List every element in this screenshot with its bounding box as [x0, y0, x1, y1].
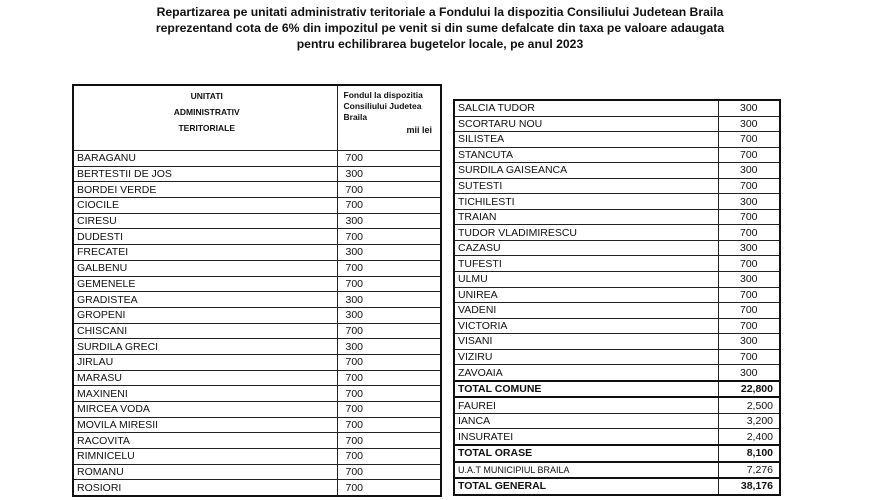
table-row — [454, 178, 780, 194]
fund-value: 700 — [337, 151, 441, 167]
fund-value: 3,200 — [718, 413, 780, 429]
header-fund-line-3: Braila — [343, 112, 368, 122]
fund-value: 700 — [718, 209, 780, 225]
table-row — [73, 151, 441, 167]
table-row — [454, 163, 780, 179]
table-row — [454, 147, 780, 163]
fund-value: 700 — [337, 229, 441, 245]
table-row — [454, 365, 780, 381]
table-row — [454, 429, 780, 445]
uat-name: SALCIA TUDOR — [454, 100, 718, 116]
fund-value: 700 — [337, 464, 441, 480]
fund-value: 300 — [718, 334, 780, 350]
fund-value: 700 — [337, 480, 441, 496]
uat-name: ROSIORI — [73, 480, 337, 496]
fund-value: 2,500 — [718, 397, 780, 413]
uat-name: SUTESTI — [454, 178, 718, 194]
table-row — [454, 132, 780, 148]
table-row — [454, 194, 780, 210]
table-row — [454, 303, 780, 319]
fund-value: 700 — [718, 349, 780, 365]
left-allocation-table — [72, 84, 442, 497]
table-row — [73, 198, 441, 214]
fund-value: 700 — [337, 449, 441, 465]
fund-value: 300 — [718, 163, 780, 179]
uat-name: TOTAL COMUNE — [454, 381, 718, 398]
fund-value: 300 — [718, 240, 780, 256]
fund-value: 2,400 — [718, 429, 780, 445]
uat-name: FRECATEI — [73, 245, 337, 261]
uat-name: CHISCANI — [73, 323, 337, 339]
fund-value: 700 — [337, 417, 441, 433]
table-row — [73, 417, 441, 433]
uat-name: STANCUTA — [454, 147, 718, 163]
fund-value: 700 — [337, 402, 441, 418]
table-row — [73, 213, 441, 229]
fund-value: 300 — [718, 116, 780, 132]
uat-name: TOTAL ORASE — [454, 445, 718, 462]
fund-value: 700 — [337, 323, 441, 339]
uat-name: SURDILA GRECI — [73, 339, 337, 355]
uat-name: ZAVOAIA — [454, 365, 718, 381]
uat-name: UNIREA — [454, 287, 718, 303]
fund-value: 300 — [718, 194, 780, 210]
header-fund — [337, 85, 441, 151]
uat-name: BARAGANU — [73, 151, 337, 167]
uat-name: VADENI — [454, 303, 718, 319]
uat-name: BERTESTII DE JOS — [73, 166, 337, 182]
table-row — [73, 323, 441, 339]
fund-value: 300 — [337, 166, 441, 182]
table-row — [454, 462, 780, 479]
table-row — [73, 480, 441, 496]
uat-name: GALBENU — [73, 260, 337, 276]
table-row — [454, 349, 780, 365]
uat-name: IANCA — [454, 413, 718, 429]
fund-value: 700 — [337, 370, 441, 386]
uat-name: ULMU — [454, 272, 718, 288]
table-row — [73, 402, 441, 418]
header-fund-line-2: Consiliului Judetea — [343, 101, 422, 111]
table-row — [73, 433, 441, 449]
table-row — [73, 260, 441, 276]
table-row — [73, 370, 441, 386]
uat-name: DUDESTI — [73, 229, 337, 245]
table-row — [454, 318, 780, 334]
table-row — [73, 245, 441, 261]
table-row — [73, 449, 441, 465]
table-row — [454, 209, 780, 225]
uat-name: CIRESU — [73, 213, 337, 229]
fund-value: 8,100 — [718, 445, 780, 462]
table-row — [73, 292, 441, 308]
table-row — [454, 334, 780, 350]
fund-value: 700 — [718, 303, 780, 319]
fund-value: 38,176 — [718, 478, 780, 495]
header-uat-line-1: UNITATI — [190, 91, 223, 101]
title-line-3: pentru echilibrarea bugetelor locale, pe anul 2023 — [296, 37, 584, 51]
table-row — [73, 229, 441, 245]
header-fund-unit: mii lei — [406, 125, 432, 135]
fund-value: 300 — [718, 100, 780, 116]
uat-name: MAXINENI — [73, 386, 337, 402]
table-header-row — [73, 85, 441, 151]
uat-name: INSURATEI — [454, 429, 718, 445]
uat-name: RIMNICELU — [73, 449, 337, 465]
document-title — [80, 4, 800, 52]
uat-name: U.A.T MUNICIPIUL BRAILA — [454, 462, 718, 479]
uat-name: TRAIAN — [454, 209, 718, 225]
uat-name: SURDILA GAISEANCA — [454, 163, 718, 179]
fund-value: 700 — [337, 276, 441, 292]
fund-value: 700 — [337, 260, 441, 276]
header-uat — [73, 85, 337, 151]
fund-value: 700 — [337, 198, 441, 214]
fund-value: 700 — [718, 178, 780, 194]
table-row — [73, 339, 441, 355]
uat-name: ROMANU — [73, 464, 337, 480]
uat-name: FAUREI — [454, 397, 718, 413]
table-row — [73, 166, 441, 182]
table-row — [73, 276, 441, 292]
table-row — [454, 445, 780, 462]
fund-value: 700 — [337, 433, 441, 449]
fund-value: 700 — [337, 386, 441, 402]
header-uat-line-2: ADMINISTRATIV — [173, 107, 240, 117]
table-row — [454, 397, 780, 413]
fund-value: 300 — [337, 307, 441, 323]
fund-value: 700 — [718, 147, 780, 163]
fund-value: 300 — [337, 213, 441, 229]
fund-value: 7,276 — [718, 462, 780, 479]
header-uat-line-3: TERITORIALE — [178, 123, 235, 133]
table-row — [454, 256, 780, 272]
table-row — [454, 413, 780, 429]
fund-value: 300 — [337, 245, 441, 261]
uat-name: VIZIRU — [454, 349, 718, 365]
uat-name: GEMENELE — [73, 276, 337, 292]
fund-value: 300 — [337, 292, 441, 308]
table-row — [454, 287, 780, 303]
fund-value: 700 — [718, 132, 780, 148]
table-row — [73, 354, 441, 370]
uat-name: BORDEI VERDE — [73, 182, 337, 198]
fund-value: 700 — [337, 182, 441, 198]
title-line-1: Repartizarea pe unitati administrativ teritoriale a Fondului la dispozitia Consiliului Judetean Braila — [156, 5, 724, 19]
uat-name: SCORTARU NOU — [454, 116, 718, 132]
table-row — [454, 240, 780, 256]
uat-name: MOVILA MIRESII — [73, 417, 337, 433]
fund-value: 300 — [718, 365, 780, 381]
table-row — [454, 272, 780, 288]
table-row — [454, 478, 780, 495]
uat-name: CIOCILE — [73, 198, 337, 214]
fund-value: 700 — [337, 354, 441, 370]
table-row — [454, 116, 780, 132]
table-row — [73, 307, 441, 323]
table-row — [73, 182, 441, 198]
table-row — [454, 100, 780, 116]
uat-name: GRADISTEA — [73, 292, 337, 308]
uat-name: TOTAL GENERAL — [454, 478, 718, 495]
header-fund-line-1: Fondul la dispozitia — [343, 90, 423, 100]
uat-name: MIRCEA VODA — [73, 402, 337, 418]
uat-name: JIRLAU — [73, 354, 337, 370]
right-allocation-table — [453, 99, 781, 496]
table-row — [73, 464, 441, 480]
uat-name: CAZASU — [454, 240, 718, 256]
fund-value: 300 — [718, 272, 780, 288]
fund-value: 700 — [718, 287, 780, 303]
title-line-2: reprezentand cota de 6% din impozitul pe venit si din sume defalcate din taxa pe valoare adaugata — [155, 21, 725, 35]
fund-value: 700 — [718, 225, 780, 241]
fund-value: 22,800 — [718, 381, 780, 398]
uat-name: VISANI — [454, 334, 718, 350]
uat-name: SILISTEA — [454, 132, 718, 148]
uat-name: VICTORIA — [454, 318, 718, 334]
table-row — [73, 386, 441, 402]
table-row — [454, 381, 780, 398]
uat-name: RACOVITA — [73, 433, 337, 449]
uat-name: TUFESTI — [454, 256, 718, 272]
uat-name: GROPENI — [73, 307, 337, 323]
table-row — [454, 225, 780, 241]
fund-value: 700 — [718, 256, 780, 272]
uat-name: TUDOR VLADIMIRESCU — [454, 225, 718, 241]
uat-name: TICHILESTI — [454, 194, 718, 210]
fund-value: 700 — [718, 318, 780, 334]
fund-value: 300 — [337, 339, 441, 355]
uat-name: MARASU — [73, 370, 337, 386]
